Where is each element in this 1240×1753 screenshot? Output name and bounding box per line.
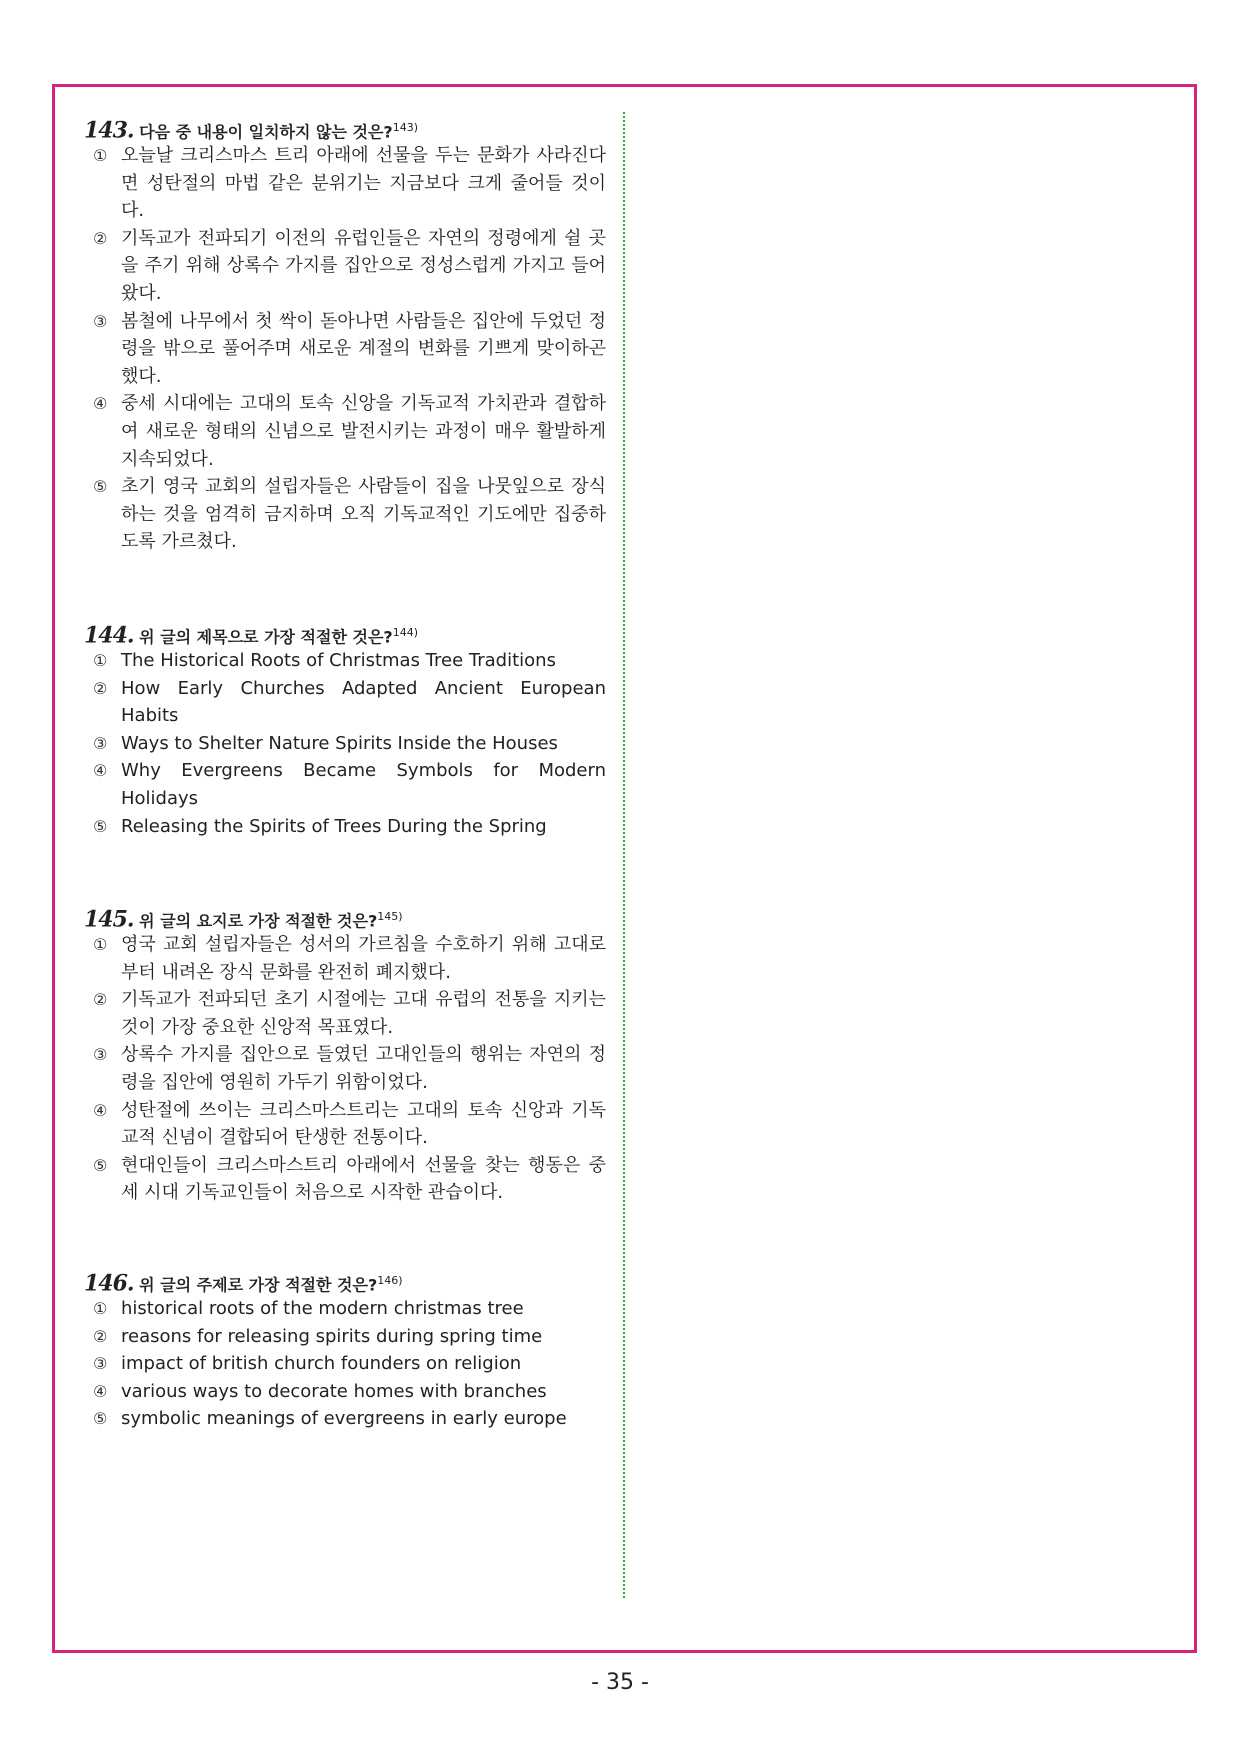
question-number: 143. [84, 117, 134, 144]
option-4[interactable] [84, 757, 606, 812]
question-header [84, 114, 606, 142]
option-text: 중세 시대에는 고대의 토속 신앙을 기독교적 가치관과 결합하여 새로운 형태의 신념으로 발전시키는 과정이 매우 활발하게 지속되었다. [121, 393, 606, 470]
option-marker: ③ [93, 733, 108, 753]
option-text: How Early Churches Adapted Ancient European Habits [121, 677, 606, 727]
option-marker: ③ [93, 1354, 108, 1374]
question-prompt: 위 글의 주제로 가장 적절한 것은? [139, 1275, 378, 1295]
option-text: The Historical Roots of Christmas Tree Traditions [121, 650, 556, 671]
option-3[interactable] [84, 1350, 606, 1378]
option-text: 봄철에 나무에서 첫 싹이 돋아나면 사람들은 집안에 두었던 정령을 밖으로 풀어주며 새로운 계절의 변화를 기쁘게 맞이하곤 했다. [121, 310, 606, 387]
option-text: 영국 교회 설립자들은 성서의 가르침을 수호하기 위해 고대로부터 내려온 장식 문화를 완전히 폐지했다. [121, 934, 606, 983]
option-text: 초기 영국 교회의 설립자들은 사람들이 집을 나뭇잎으로 장식하는 것을 엄격히 금지하며 오직 기독교적인 기도에만 집중하도록 가르쳤다. [121, 476, 606, 553]
option-3[interactable] [84, 730, 606, 758]
option-text: historical roots of the modern christmas tree [121, 1298, 524, 1319]
question-146 [84, 1267, 606, 1433]
option-3[interactable] [84, 308, 606, 391]
option-4[interactable] [84, 1378, 606, 1406]
option-marker: ⑤ [93, 1409, 108, 1429]
option-marker: ④ [93, 761, 108, 781]
question-143 [84, 114, 606, 556]
option-text: 기독교가 전파되기 이전의 유럽인들은 자연의 정령에게 쉴 곳을 주기 위해 상록수 가지를 집안으로 정성스럽게 가지고 들어왔다. [121, 227, 606, 304]
option-5[interactable] [84, 1152, 606, 1207]
question-number: 145. [84, 906, 134, 933]
option-text: 성탄절에 쓰이는 크리스마스트리는 고대의 토속 신앙과 기독교적 신념이 결합되어 탄생한 전통이다. [121, 1099, 606, 1149]
option-text: Releasing the Spirits of Trees During the Spring [121, 815, 547, 837]
option-marker: ④ [93, 1100, 108, 1120]
option-text: 현대인들이 크리스마스트리 아래에서 선물을 찾는 행동은 중세 시대 기독교인들이 처음으로 시작한 관습이다. [121, 1154, 606, 1204]
option-marker: ③ [93, 1045, 108, 1065]
option-2[interactable] [84, 1323, 606, 1351]
option-text: impact of british church founders on religion [121, 1353, 522, 1375]
footnote-ref: 144) [392, 626, 418, 639]
option-1[interactable] [84, 931, 606, 986]
column-divider [623, 112, 625, 1598]
question-prompt: 위 글의 제목으로 가장 적절한 것은? [139, 627, 393, 647]
question-header [84, 619, 606, 647]
option-text: various ways to decorate homes with branches [121, 1380, 547, 1402]
option-marker: ⑤ [93, 816, 108, 836]
option-4[interactable] [84, 1097, 606, 1152]
option-marker: ③ [93, 311, 108, 331]
option-text: reasons for releasing spirits during spring time [121, 1325, 543, 1347]
question-145 [84, 903, 606, 1207]
question-number: 144. [84, 622, 134, 649]
option-2[interactable] [84, 225, 606, 308]
option-text: Ways to Shelter Nature Spirits Inside the Houses [121, 732, 558, 754]
footnote-ref: 145) [377, 910, 403, 923]
option-marker: ④ [93, 394, 108, 414]
option-marker: ① [93, 146, 108, 165]
page-number: - 35 - [591, 1670, 649, 1695]
option-2[interactable] [84, 986, 606, 1041]
option-2[interactable] [84, 675, 606, 730]
option-marker: ② [93, 678, 108, 698]
option-text: 기독교가 전파되던 초기 시절에는 고대 유럽의 전통을 지키는 것이 가장 중요한 신앙적 목표였다. [121, 989, 606, 1038]
option-5[interactable] [84, 1405, 606, 1433]
footnote-ref: 143) [392, 121, 418, 134]
option-1[interactable] [84, 142, 606, 225]
option-marker: ① [93, 651, 108, 670]
option-text: 오늘날 크리스마스 트리 아래에 선물을 두는 문화가 사라진다면 성탄절의 마법 같은 분위기는 지금보다 크게 줄어들 것이다. [121, 145, 606, 222]
question-number: 146. [84, 1270, 134, 1297]
option-4[interactable] [84, 390, 606, 473]
option-marker: ⑤ [93, 1155, 108, 1175]
option-marker: ① [93, 935, 108, 954]
question-prompt: 위 글의 요지로 가장 적절한 것은? [139, 911, 378, 931]
option-text: Why Evergreens Became Symbols for Modern Holidays [121, 760, 606, 809]
option-marker: ② [93, 228, 108, 248]
option-3[interactable] [84, 1041, 606, 1096]
option-marker: ① [93, 1299, 108, 1318]
option-marker: ② [93, 990, 108, 1010]
option-1[interactable] [84, 1295, 606, 1323]
question-144 [84, 619, 606, 840]
option-1[interactable] [84, 647, 606, 675]
option-text: symbolic meanings of evergreens in early europe [121, 1408, 567, 1430]
option-5[interactable] [84, 473, 606, 556]
option-marker: ④ [93, 1381, 108, 1401]
footnote-ref: 146) [377, 1274, 403, 1287]
option-5[interactable] [84, 813, 606, 841]
option-text: 상록수 가지를 집안으로 들였던 고대인들의 행위는 자연의 정령을 집안에 영원히 가두기 위함이었다. [121, 1044, 606, 1093]
option-marker: ⑤ [93, 477, 108, 497]
question-header [84, 1267, 606, 1295]
option-marker: ② [93, 1326, 108, 1346]
question-header [84, 903, 606, 931]
question-prompt: 다음 중 내용이 일치하지 않는 것은? [139, 122, 393, 142]
